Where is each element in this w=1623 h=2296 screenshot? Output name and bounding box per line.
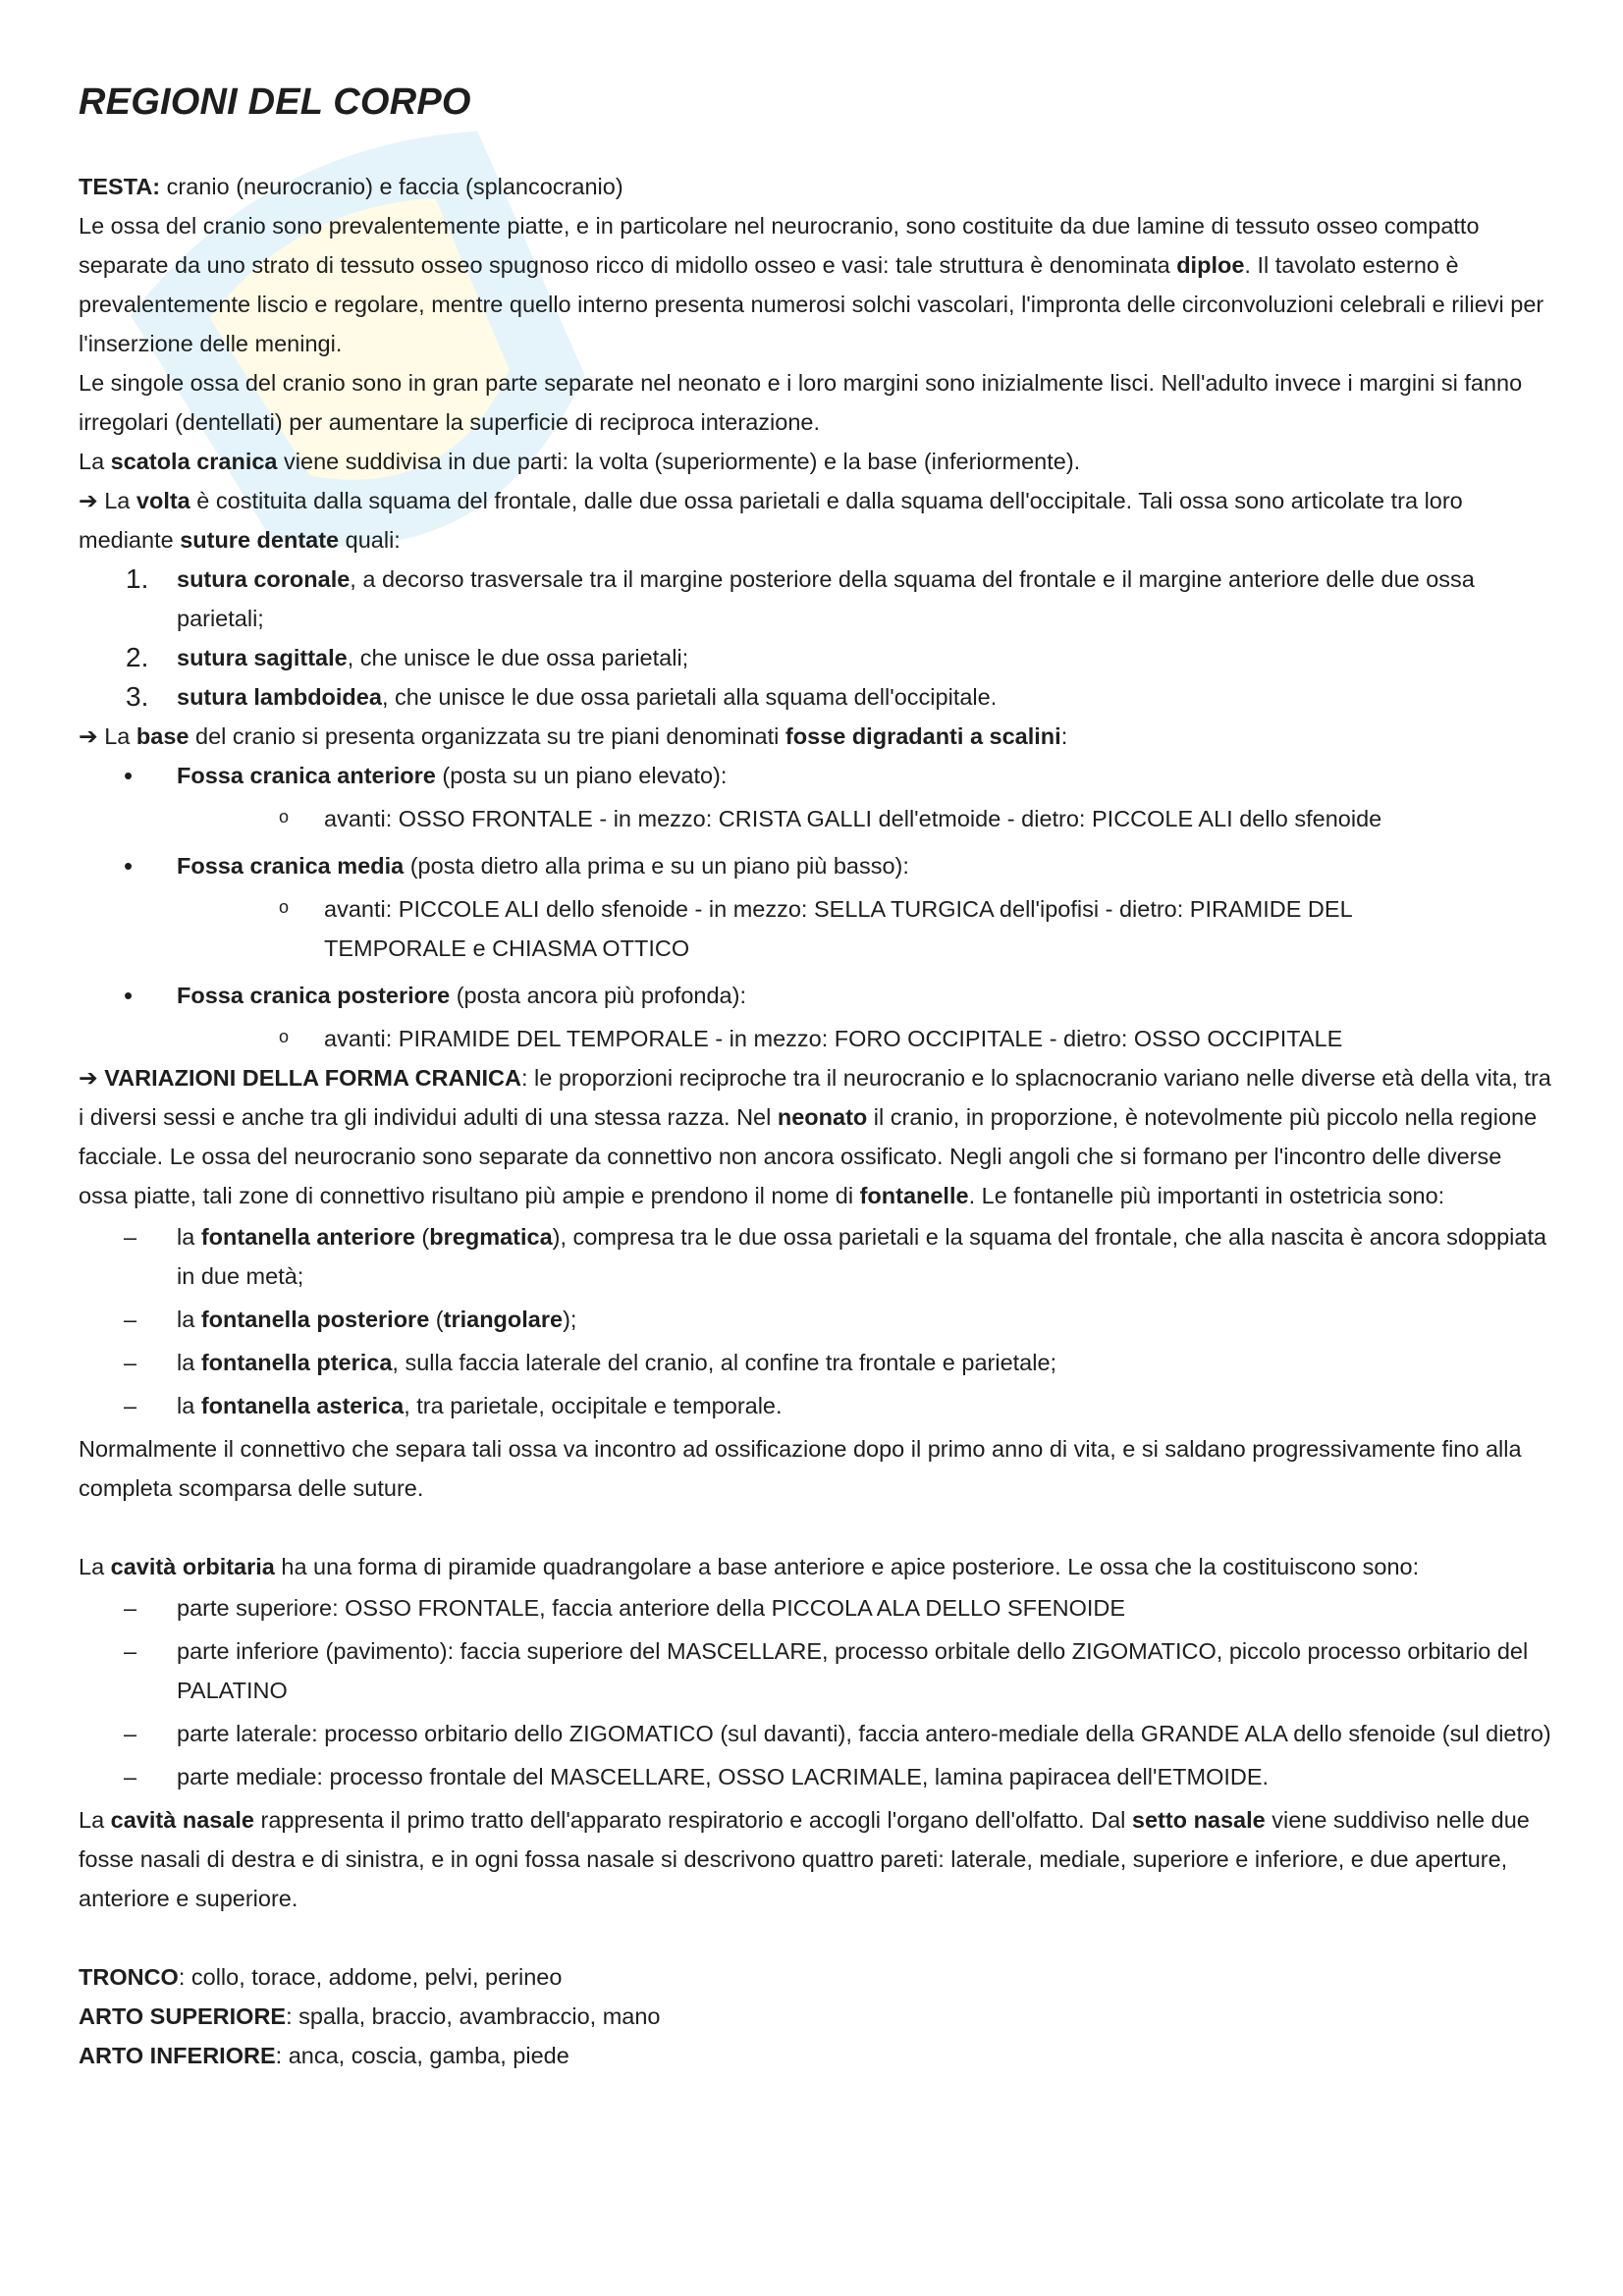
testa-heading: TESTA: cranio (neurocranio) e faccia (splancocranio) bbox=[79, 174, 623, 199]
cranio-paragraph: Le ossa del cranio sono prevalentemente piatte, e in particolare nel neurocranio, sono costituite da due lamine di tessuto osseo compatto separate da uno strato di tessuto osseo spugnoso ricco di midollo osseo e vasi: tale struttura è denominata diploe. Il tavolato esterno è prevalentemente liscio e regolare, mentre quello interno presenta numerosi solchi vascolari, l'impronta delle circonvoluzioni celebrali e rilievi per l'inserzione delle meningi. bbox=[79, 213, 1544, 356]
circle-bullet-icon: o bbox=[279, 1027, 290, 1046]
region-tronco: TRONCO: collo, torace, addome, pelvi, perineo bbox=[79, 1964, 563, 1990]
dash-bullet-icon: – bbox=[124, 1638, 137, 1664]
orbita-paragraph: La cavità orbitaria ha una forma di piramide quadrangolare a base anteriore e apice posteriore. Le ossa che la costituiscono sono: bbox=[79, 1554, 1420, 1579]
dash-bullet-icon: – bbox=[124, 1350, 137, 1375]
fontanelles-list bbox=[79, 1217, 1551, 1425]
page-title: REGIONI DEL CORPO bbox=[79, 81, 471, 123]
bullet-icon: • bbox=[124, 851, 134, 881]
list-item: • Fossa cranica media (posta dietro alla prima e su un piano più basso): o avanti: PICCOLE ALI dello sfenoide - in mezzo: SELLA TURGICA dell'ipofisi - dietro: PIRAMIDE DEL TEMPORALE e CHIASMA OTTICO bbox=[79, 846, 1551, 968]
fossae-list bbox=[79, 756, 1551, 1058]
circle-bullet-icon: o bbox=[279, 807, 290, 827]
list-item: – la fontanella asterica, tra parietale, occipitale e temporale. bbox=[79, 1386, 1551, 1425]
list-item: o avanti: PICCOLE ALI dello sfenoide - in mezzo: SELLA TURGICA dell'ipofisi - dietro: PIRAMIDE DEL TEMPORALE e CHIASMA OTTICO bbox=[177, 889, 1551, 968]
list-item: • Fossa cranica posteriore (posta ancora più profonda): o avanti: PIRAMIDE DEL TEMPORALE - in mezzo: FORO OCCIPITALE - dietro: OSSO OCCIPITALE bbox=[79, 976, 1551, 1058]
variazioni-paragraph: ➔ VARIAZIONI DELLA FORMA CRANICA: le proporzioni reciproche tra il neurocranio e lo splacnocranio variano nelle diverse età della vita, tra i diversi sessi e anche tra gli individui adulti di una stessa razza. Nel neonato il cranio, in proporzione, è notevolmente più piccolo nella regione facciale. Le ossa del neurocranio sono separate da connettivo non ancora ossificato. Negli angoli che si formano per l'incontro delle diverse ossa piatte, tali zone di connettivo risultano più ampie e prendono il nome di fontanelle. Le fontanelle più importanti in ostetricia sono: bbox=[79, 1065, 1551, 1208]
list-item: – la fontanella pterica, sulla faccia laterale del cranio, al confine tra frontale e parietale; bbox=[79, 1343, 1551, 1382]
list-item: o avanti: OSSO FRONTALE - in mezzo: CRISTA GALLI dell'etmoide - dietro: PICCOLE ALI dello sfenoide bbox=[177, 799, 1551, 838]
sutures-list bbox=[79, 560, 1551, 717]
list-item: 2. sutura sagittale, che unisce le due ossa parietali; bbox=[126, 642, 689, 672]
list-item: – parte mediale: processo frontale del MASCELLARE, OSSO LACRIMALE, lamina papiracea dell'ETMOIDE. bbox=[79, 1757, 1551, 1796]
list-item: – la fontanella posteriore (triangolare); bbox=[79, 1300, 1551, 1339]
base-paragraph: ➔ La base del cranio si presenta organizzata su tre piani denominati fosse digradanti a scalini: bbox=[79, 723, 1068, 749]
dash-bullet-icon: – bbox=[124, 1721, 137, 1746]
dash-bullet-icon: – bbox=[124, 1224, 137, 1250]
dash-bullet-icon: – bbox=[124, 1764, 137, 1789]
bullet-icon: • bbox=[124, 981, 134, 1010]
list-item: 1. sutura coronale, a decorso trasversale tra il margine posteriore della squama del frontale e il margine anteriore delle due ossa parietali; bbox=[126, 563, 1475, 631]
nasale-paragraph: La cavità nasale rappresenta il primo tratto dell'apparato respiratorio e accogli l'organo dell'olfatto. Dal setto nasale viene suddiviso nelle due fosse nasali di destra e di sinistra, e in ogni fossa nasale si descrivono quattro pareti: laterale, mediale, superiore e inferiore, e due aperture, anteriore e superiore. bbox=[79, 1807, 1530, 1911]
list-item: – parte superiore: OSSO FRONTALE, faccia anteriore della PICCOLA ALA DELLO SFENOIDE bbox=[79, 1588, 1551, 1628]
document-body bbox=[79, 71, 1551, 2075]
list-item: – parte laterale: processo orbitario dello ZIGOMATICO (sul davanti), faccia antero-mediale della GRANDE ALA dello sfenoide (sul dietro) bbox=[79, 1714, 1551, 1753]
ossificazione-paragraph: Normalmente il connettivo che separa tali ossa va incontro ad ossificazione dopo il primo anno di vita, e si saldano progressivamente fino alla completa scomparsa delle suture. bbox=[79, 1436, 1522, 1501]
dash-bullet-icon: – bbox=[124, 1393, 137, 1418]
orbita-parts-list bbox=[79, 1588, 1551, 1796]
dash-bullet-icon: – bbox=[124, 1595, 137, 1621]
list-item: • Fossa cranica anteriore (posta su un piano elevato): o avanti: OSSO FRONTALE - in mezzo: CRISTA GALLI dell'etmoide - dietro: PICCOLE ALI dello sfenoide bbox=[79, 756, 1551, 838]
bullet-icon: • bbox=[124, 761, 134, 790]
dash-bullet-icon: – bbox=[124, 1307, 137, 1332]
circle-bullet-icon: o bbox=[279, 897, 290, 917]
region-arto-inferiore: ARTO INFERIORE: anca, coscia, gamba, piede bbox=[79, 2043, 569, 2068]
ossa-paragraph: Le singole ossa del cranio sono in gran parte separate nel neonato e i loro margini sono inizialmente lisci. Nell'adulto invece i margini si fanno irregolari (dentellati) per aumentare la superficie di reciproca interazione. bbox=[79, 370, 1523, 435]
list-item: 3. sutura lambdoidea, che unisce le due ossa parietali alla squama dell'occipitale. bbox=[126, 681, 998, 712]
scatola-paragraph: La scatola cranica viene suddivisa in due parti: la volta (superiormente) e la base (inferiormente). bbox=[79, 449, 1081, 474]
volta-paragraph: ➔ La volta è costituita dalla squama del frontale, dalle due ossa parietali e dalla squama dell'occipitale. Tali ossa sono articolate tra loro mediante suture dentate quali: bbox=[79, 488, 1463, 553]
region-arto-superiore: ARTO SUPERIORE: spalla, braccio, avambraccio, mano bbox=[79, 2003, 661, 2029]
list-item: o avanti: PIRAMIDE DEL TEMPORALE - in mezzo: FORO OCCIPITALE - dietro: OSSO OCCIPITALE bbox=[177, 1019, 1551, 1058]
list-item: – parte inferiore (pavimento): faccia superiore del MASCELLARE, processo orbitale dello ZIGOMATICO, piccolo processo orbitario del PALATINO bbox=[79, 1631, 1551, 1710]
list-item: – la fontanella anteriore (bregmatica), compresa tra le due ossa parietali e la squama del frontale, che alla nascita è ancora sdoppiata in due metà; bbox=[79, 1217, 1551, 1296]
